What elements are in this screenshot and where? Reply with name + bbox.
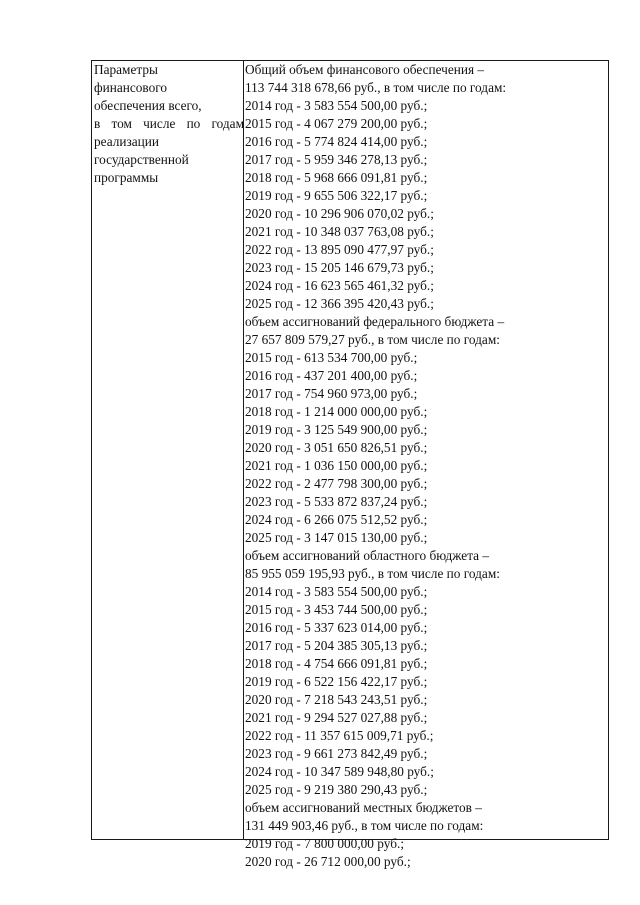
financing-line: 2019 год - 3 125 549 900,00 руб.;: [245, 422, 428, 437]
financing-line: 2024 год - 10 347 589 948,80 руб.;: [245, 764, 434, 779]
financing-line: 2015 год - 3 453 744 500,00 руб.;: [245, 602, 428, 617]
financing-line: 2018 год - 4 754 666 091,81 руб.;: [245, 656, 428, 671]
financing-line: объем ассигнований федерального бюджета –: [245, 314, 505, 329]
financing-line: 2015 год - 4 067 279 200,00 руб.;: [245, 116, 428, 131]
financing-line: 131 449 903,46 руб., в том числе по годам:: [245, 818, 484, 833]
financing-table: [91, 60, 609, 869]
financing-line: 2018 год - 1 214 000 000,00 руб.;: [245, 404, 428, 419]
financing-line: объем ассигнований местных бюджетов –: [245, 800, 482, 815]
parameters-label-cell: [94, 61, 244, 187]
financing-line: 2024 год - 16 623 565 461,32 руб.;: [245, 278, 434, 293]
financing-line: 2025 год - 9 219 380 290,43 руб.;: [245, 782, 428, 797]
financing-line: 2024 год - 6 266 075 512,52 руб.;: [245, 512, 428, 527]
parameters-label-line: реализации: [94, 134, 159, 149]
parameters-label-line: финансового: [94, 80, 168, 95]
financing-line: 2023 год - 15 205 146 679,73 руб.;: [245, 260, 434, 275]
financing-line: 2019 год - 6 522 156 422,17 руб.;: [245, 674, 428, 689]
financing-line: 2017 год - 754 960 973,00 руб.;: [245, 386, 418, 401]
financing-line: 2023 год - 5 533 872 837,24 руб.;: [245, 494, 428, 509]
financing-line: 85 955 059 195,93 руб., в том числе по годам:: [245, 566, 500, 581]
parameters-label-line: программы: [94, 170, 159, 185]
financing-line: 2022 год - 13 895 090 477,97 руб.;: [245, 242, 434, 257]
financing-line: 2019 год - 9 655 506 322,17 руб.;: [245, 188, 428, 203]
financing-line: 27 657 809 579,27 руб., в том числе по годам:: [245, 332, 500, 347]
financing-line: 2021 год - 10 348 037 763,08 руб.;: [245, 224, 434, 239]
financing-line: Общий объем финансового обеспечения –: [245, 62, 485, 77]
financing-line: 2023 год - 9 661 273 842,49 руб.;: [245, 746, 428, 761]
financing-line: 2025 год - 12 366 395 420,43 руб.;: [245, 296, 434, 311]
financing-line: 2016 год - 5 774 824 414,00 руб.;: [245, 134, 428, 149]
financing-line: 2016 год - 5 337 623 014,00 руб.;: [245, 620, 428, 635]
financing-line: 2020 год - 10 296 906 070,02 руб.;: [245, 206, 434, 221]
financing-line: 2020 год - 26 712 000,00 руб.;: [245, 854, 411, 869]
financing-line: 2017 год - 5 204 385 305,13 руб.;: [245, 638, 428, 653]
financing-line: объем ассигнований областного бюджета –: [245, 548, 490, 563]
financing-line: 2016 год - 437 201 400,00 руб.;: [245, 368, 418, 383]
financing-line: 2018 год - 5 968 666 091,81 руб.;: [245, 170, 428, 185]
financing-line: 2020 год - 7 218 543 243,51 руб.;: [245, 692, 428, 707]
parameters-label-line: Параметры: [94, 62, 158, 77]
financing-line: 2022 год - 2 477 798 300,00 руб.;: [245, 476, 428, 491]
financing-line: 2017 год - 5 959 346 278,13 руб.;: [245, 152, 428, 167]
financing-line: 2021 год - 9 294 527 027,88 руб.;: [245, 710, 428, 725]
financing-line: 2025 год - 3 147 015 130,00 руб.;: [245, 530, 428, 545]
financing-line: 2014 год - 3 583 554 500,00 руб.;: [245, 584, 428, 599]
parameters-label-line: в том числе по годам: [94, 116, 244, 131]
financing-details-cell: [245, 61, 606, 871]
financing-line: 2020 год - 3 051 650 826,51 руб.;: [245, 440, 428, 455]
financing-line: 2014 год - 3 583 554 500,00 руб.;: [245, 98, 428, 113]
financing-line: 113 744 318 678,66 руб., в том числе по годам:: [245, 80, 507, 95]
financing-line: 2021 год - 1 036 150 000,00 руб.;: [245, 458, 428, 473]
financing-line: 2019 год - 7 800 000,00 руб.;: [245, 836, 405, 851]
financing-line: 2015 год - 613 534 700,00 руб.;: [245, 350, 418, 365]
financing-line: 2022 год - 11 357 615 009,71 руб.;: [245, 728, 434, 743]
parameters-label-line: обеспечения всего,: [94, 98, 202, 113]
parameters-label-line: государственной: [94, 152, 189, 167]
